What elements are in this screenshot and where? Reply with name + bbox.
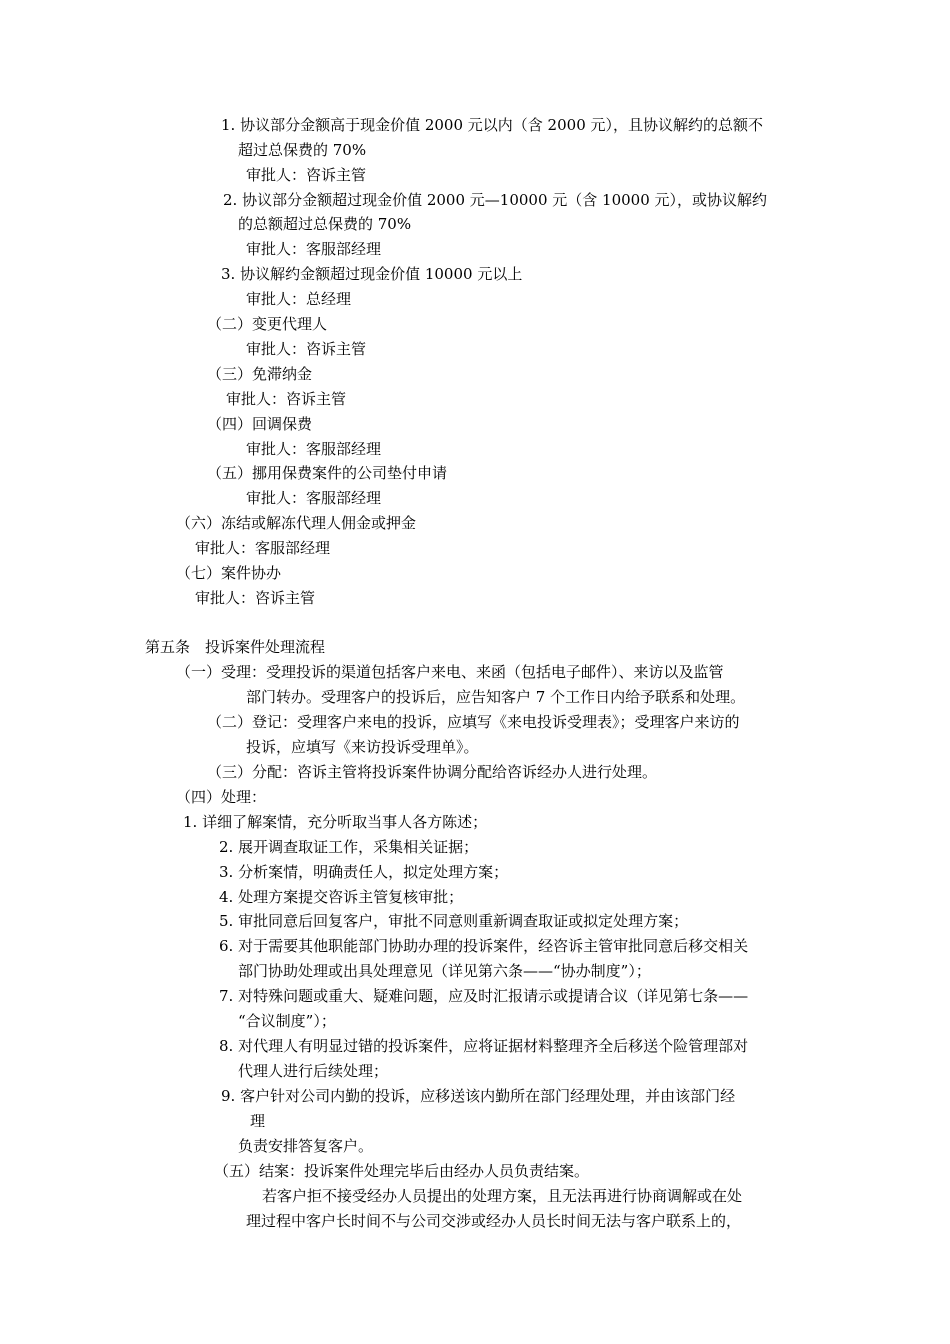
text-line: （五）结案：投诉案件处理完毕后由经办人员负责结案。 [214, 1162, 590, 1180]
text-line: 9. 客户针对公司内勤的投诉，应移送该内勤所在部门经理处理，并由该部门经 [221, 1087, 736, 1105]
text-line: 3. 分析案情，明确责任人，拟定处理方案； [219, 863, 509, 881]
text-line: 审批人：咨诉主管 [246, 340, 367, 358]
text-line: （四）回调保费 [207, 415, 313, 433]
text-line: 审批人：咨诉主管 [195, 589, 316, 607]
text-line: 审批人：总经理 [246, 290, 352, 308]
text-line: 负责安排答复客户。 [238, 1137, 374, 1155]
text-line: （二）登记：受理客户来电的投诉，应填写《来电投诉受理表》；受理客户来访的 [207, 713, 740, 731]
text-line: 部门协助处理或出具处理意见（详见第六条——“协办制度”）； [238, 962, 651, 980]
text-line: （三）分配：咨诉主管将投诉案件协调分配给咨诉经办人进行处理。 [207, 763, 658, 781]
text-line: 代理人进行后续处理； [238, 1062, 389, 1080]
text-line: （一）受理：受理投诉的渠道包括客户来电、来函（包括电子邮件）、来访以及监管 [176, 663, 724, 681]
text-line: 的总额超过总保费的 70% [238, 215, 412, 233]
text-line: （二）变更代理人 [207, 315, 328, 333]
text-line: 7. 对特殊问题或重大、疑难问题，应及时汇报请示或提请合议（详见第七条—— [219, 987, 749, 1005]
text-line: 超过总保费的 70% [238, 141, 367, 159]
text-line: （六）冻结或解冻代理人佣金或押金 [176, 514, 417, 532]
text-line: 若客户拒不接受经办人员提出的处理方案，且无法再进行协商调解或在处 [262, 1187, 743, 1205]
text-line: 审批人：客服部经理 [195, 539, 331, 557]
text-line: 8. 对代理人有明显过错的投诉案件，应将证据材料整理齐全后移送个险管理部对 [219, 1037, 749, 1055]
text-line: （五）挪用保费案件的公司垫付申请 [207, 464, 448, 482]
text-line: 3. 协议解约金额超过现金价值 10000 元以上 [221, 265, 523, 283]
text-line: 审批人：客服部经理 [246, 240, 382, 258]
article-heading: 第五条 投诉案件处理流程 [145, 638, 326, 656]
text-line: 审批人：客服部经理 [246, 440, 382, 458]
text-line: 1. 协议部分金额高于现金价值 2000 元以内（含 2000 元），且协议解约的总额不 [221, 116, 764, 134]
text-line: 5. 审批同意后回复客户，审批不同意则重新调查取证或拟定处理方案； [219, 912, 689, 930]
text-line: 理 [250, 1112, 266, 1130]
text-line: （四）处理： [176, 788, 267, 806]
text-line: 部门转办。受理客户的投诉后，应告知客户 7 个工作日内给予联系和处理。 [246, 688, 746, 706]
text-line: 审批人：咨诉主管 [226, 390, 347, 408]
text-line: 理过程中客户长时间不与公司交涉或经办人员长时间无法与客户联系上的， [246, 1212, 742, 1230]
text-line: 6. 对于需要其他职能部门协助办理的投诉案件，经咨诉主管审批同意后移交相关 [219, 937, 749, 955]
text-line: 审批人：客服部经理 [246, 489, 382, 507]
text-line: （七）案件协办 [176, 564, 282, 582]
text-line: “合议制度”）； [238, 1012, 336, 1030]
text-line: 2. 协议部分金额超过现金价值 2000 元—10000 元（含 10000 元），或协议解约 [223, 191, 768, 209]
text-line: 投诉，应填写《来访投诉受理单》。 [246, 738, 479, 756]
text-line: 4. 处理方案提交咨诉主管复核审批； [219, 888, 464, 906]
text-line: （三）免滞纳金 [207, 365, 313, 383]
text-line: 审批人：咨诉主管 [246, 166, 367, 184]
text-line: 1. 详细了解案情，充分听取当事人各方陈述； [183, 813, 488, 831]
text-line: 2. 展开调查取证工作，采集相关证据； [219, 838, 479, 856]
